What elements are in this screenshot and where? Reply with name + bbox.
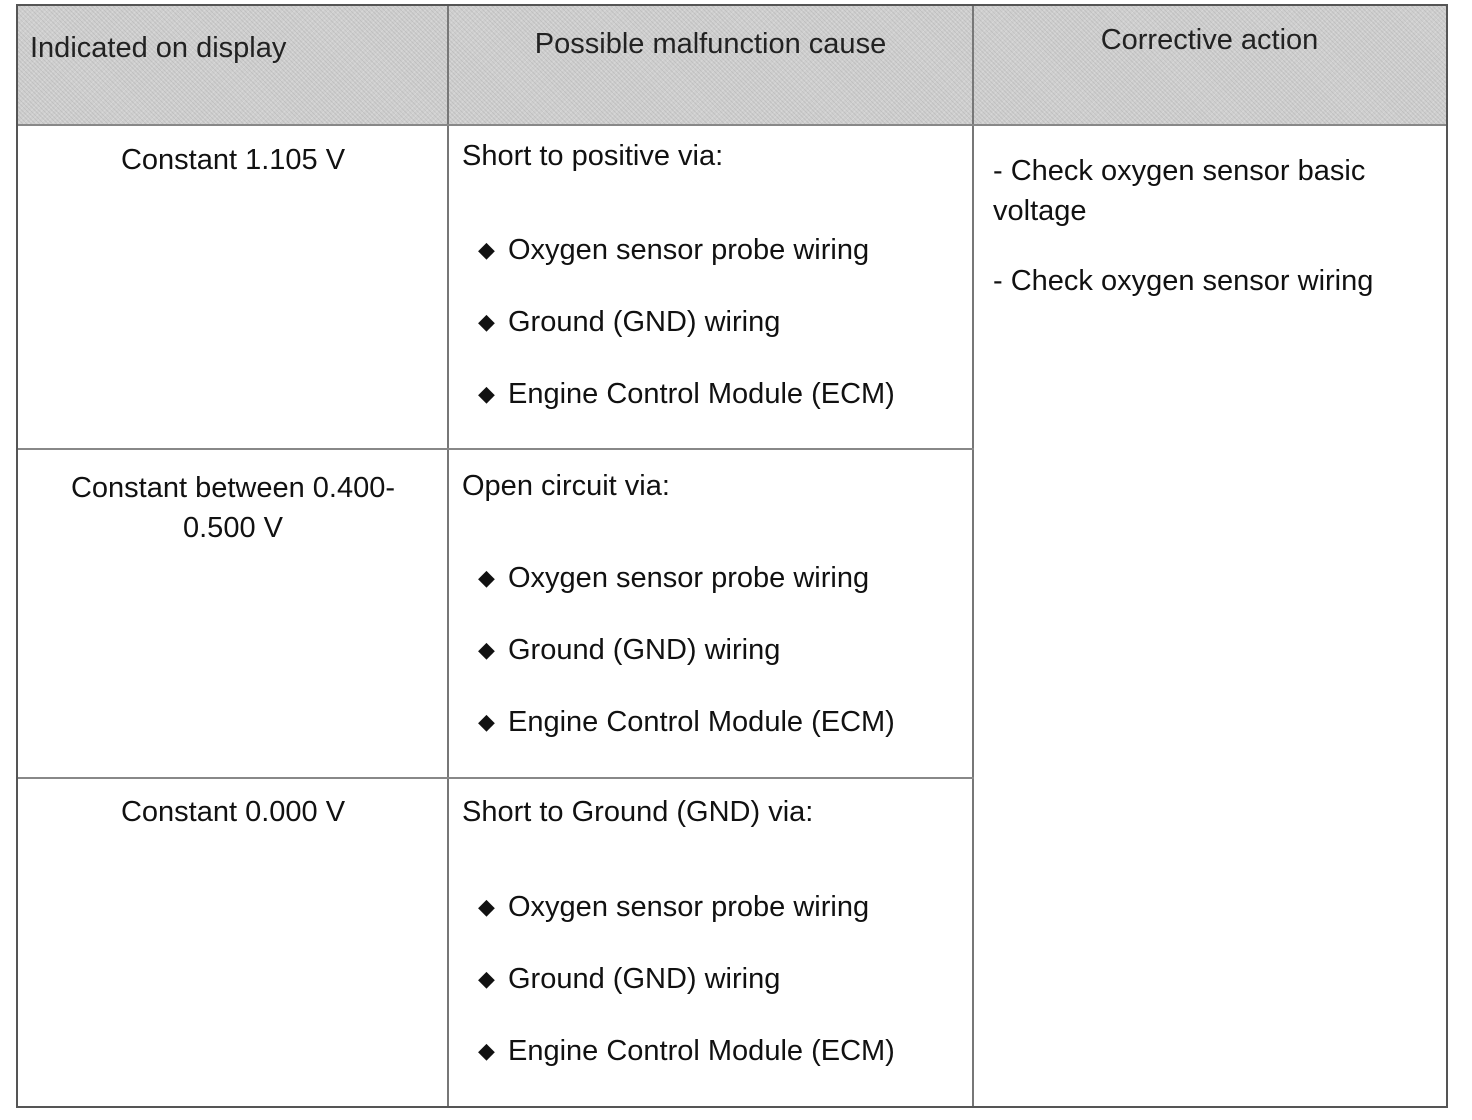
bullet-text: Ground (GND) wiring: [508, 306, 781, 338]
diagnostic-table: [16, 4, 1448, 1108]
column-divider-2: [972, 6, 974, 1106]
diamond-bullet-icon: ◆: [478, 966, 495, 991]
bullet-text: Oxygen sensor probe wiring: [508, 562, 870, 594]
bullet-text: Ground (GND) wiring: [508, 963, 781, 995]
header-divider: [18, 124, 1446, 126]
row3-indicated: Constant 0.000 V: [120, 796, 346, 828]
row2-bullet-2: [478, 630, 780, 670]
diamond-bullet-icon: ◆: [478, 309, 495, 334]
row2-indicated-line1: Constant between 0.400-: [70, 472, 396, 504]
row3-bullet-2: [478, 959, 780, 999]
action-check-basic-voltage: - Check oxygen sensor basic voltage: [993, 155, 1366, 227]
diamond-bullet-icon: ◆: [478, 237, 495, 262]
header-cause: Possible malfunction cause: [534, 28, 887, 60]
diamond-bullet-icon: ◆: [478, 1038, 495, 1063]
action-check-wiring: - Check oxygen sensor wiring: [993, 265, 1374, 297]
row2-bullet-3: [478, 702, 895, 742]
diamond-bullet-icon: ◆: [478, 565, 495, 590]
bullet-text: Oxygen sensor probe wiring: [508, 234, 870, 266]
row-divider-2: [18, 777, 974, 779]
row3-cause-title: Short to Ground (GND) via:: [462, 796, 814, 828]
diamond-bullet-icon: ◆: [478, 894, 495, 919]
bullet-text: Ground (GND) wiring: [508, 634, 781, 666]
header-action-cell: [973, 6, 1446, 124]
row1-bullet-3: [478, 374, 895, 414]
bullet-text: Oxygen sensor probe wiring: [508, 891, 870, 923]
header-cause-cell: [448, 6, 973, 124]
bullet-text: Engine Control Module (ECM): [508, 706, 895, 738]
row2-cause-title: Open circuit via:: [462, 470, 670, 502]
bullet-text: Engine Control Module (ECM): [508, 378, 895, 410]
diamond-bullet-icon: ◆: [478, 637, 495, 662]
row3-bullet-1: [478, 887, 869, 927]
row1-cause-title: Short to positive via:: [462, 140, 724, 172]
header-action: Corrective action: [1100, 24, 1319, 56]
diamond-bullet-icon: ◆: [478, 709, 495, 734]
row1-bullet-1: [478, 230, 869, 270]
bullet-text: Engine Control Module (ECM): [508, 1035, 895, 1067]
row1-bullet-2: [478, 302, 780, 342]
row-divider-1: [18, 448, 974, 450]
header-indicated: Indicated on display: [30, 32, 287, 64]
row3-bullet-3: [478, 1031, 895, 1071]
row2-bullet-1: [478, 558, 869, 598]
diamond-bullet-icon: ◆: [478, 381, 495, 406]
header-indicated-cell: [18, 6, 448, 124]
row2-indicated-line2: 0.500 V: [183, 512, 283, 544]
row1-indicated: Constant 1.105 V: [120, 144, 346, 176]
